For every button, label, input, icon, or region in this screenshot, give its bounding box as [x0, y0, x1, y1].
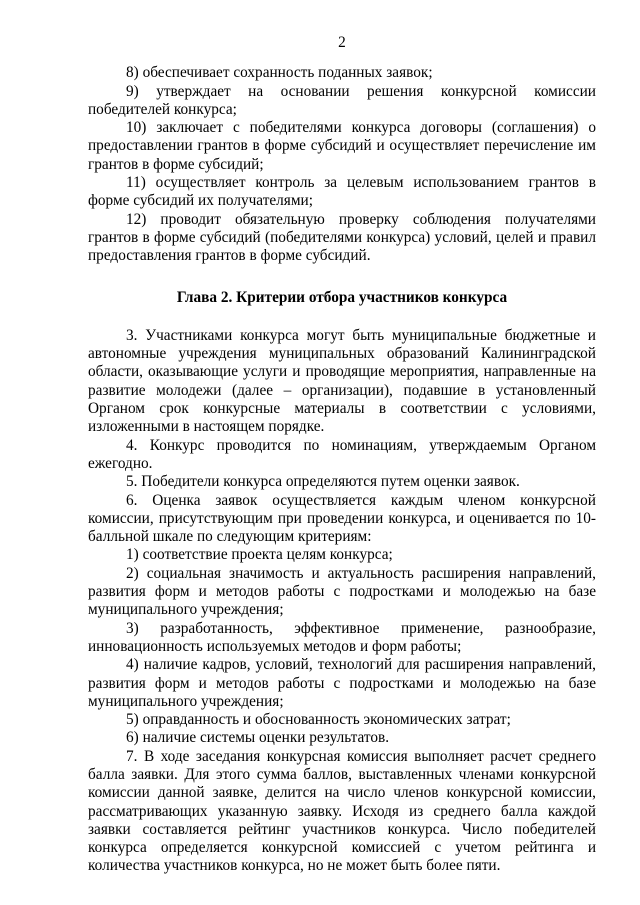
page-number: 2: [338, 34, 346, 51]
criterion-5: 5) оправданность и обоснованность экономических затрат;: [126, 711, 511, 729]
criterion-3: 3) разработанность, эффективное применение, разнообразие, инновационность используемых методов и форм работы;: [88, 619, 596, 655]
paragraph-clause-5: 5. Победители конкурса определяются путем оценки заявок.: [126, 473, 520, 491]
criterion-4: 4) наличие кадров, условий, технологий для расширения направлений, развития форм и методов работы с подростками и молодежью на базе муниципального учреждения;: [88, 656, 596, 710]
chapter-title: Глава 2. Критерии отбора участников конкурса: [176, 288, 508, 306]
paragraph-item-9: 9) утверждает на основании решения конкурсной комиссии победителей конкурса;: [88, 82, 596, 118]
paragraph-item-10: 10) заключает с победителями конкурса договоры (соглашения) о предоставлении грантов в форме субсидий и осуществляет перечисление им грантов в форме субсидий;: [88, 119, 596, 173]
paragraph-item-12: 12) проводит обязательную проверку соблюдения получателями грантов в форме субсидий (победителями конкурса) условий, целей и правил предоставления грантов в форме субсидий.: [88, 210, 596, 265]
paragraph-clause-4: 4. Конкурс проводится по номинациям, утверждаемым Органом ежегодно.: [88, 436, 596, 472]
paragraph-clause-7: 7. В ходе заседания конкурсная комиссия выполняет расчет среднего балла заявки. Для этого сумма баллов, выставленных членами конкурсной комиссии данной заявке, делится на число членов конкурсной комиссии, рассматривающих указанную заявку. Исходя из среднего балла каждой заявки составляется рейтинг участников конкурса. Число победителей конкурса определяется конкурсной комиссией с учетом рейтинга и количества участников конкурса, но не может быть более пяти.: [88, 747, 596, 875]
paragraph-item-11: 11) осуществляет контроль за целевым использованием грантов в форме субсидий их получателями;: [88, 174, 596, 210]
criterion-2: 2) социальная значимость и актуальность расширения направлений, развития форм и методов работы с подростками и молодежью на базе муниципального учреждения;: [88, 564, 596, 619]
paragraph-clause-6: 6. Оценка заявок осуществляется каждым членом конкурсной комиссии, присутствующим при проведении конкурса, и оценивается по 10-балльной шкале по следующим критериям:: [88, 491, 596, 546]
criterion-6: 6) наличие системы оценки результатов.: [126, 729, 390, 747]
paragraph-clause-3: 3. Участниками конкурса могут быть муниципальные бюджетные и автономные учреждения муниципальных образований Калининградской области, оказывающие услуги и проводящие мероприятия, направленные на развитие молодежи (далее – организации), подавшие в установленный Органом срок конкурсные материалы в соответствии с условиями, изложенными в настоящем порядке.: [88, 326, 596, 436]
criterion-1: 1) соответствие проекта целям конкурса;: [126, 546, 393, 564]
paragraph-item-8: 8) обеспечивает сохранность поданных заявок;: [126, 64, 433, 82]
